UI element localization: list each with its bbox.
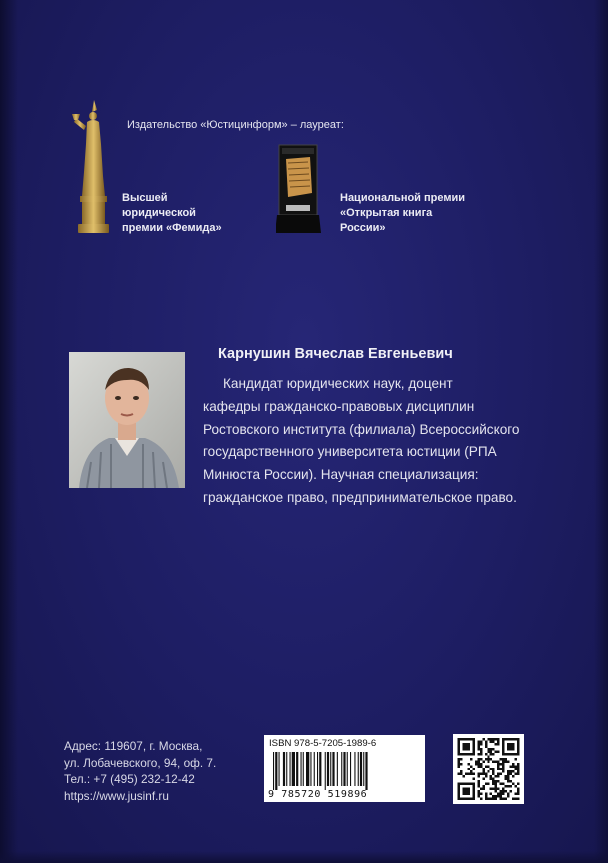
author-bio-line: Минюста России). Научная специализация:	[203, 467, 479, 483]
publisher-address-line: ул. Лобачевского, 94, оф. 7.	[64, 755, 217, 770]
author-bio-line: государственного университета юстиции (РПА	[203, 444, 497, 460]
publisher-contacts	[64, 738, 216, 804]
publisher-address-line: Адрес: 119607, г. Москва,	[64, 739, 203, 753]
publisher-website-link[interactable]: https://www.jusinf.ru	[64, 788, 169, 803]
femida-statue-icon	[70, 96, 114, 236]
femida-caption-line: юридической	[122, 207, 196, 219]
author-bio-line: гражданское право, предпринимательское право.	[203, 489, 517, 505]
femida-award-caption	[122, 191, 242, 236]
qr-code	[453, 734, 524, 804]
open-book-caption-line: «Открытая книга	[340, 207, 433, 219]
cover-spine-shadow	[0, 0, 18, 863]
open-book-caption-line: России»	[340, 222, 386, 234]
barcode-digits: 9 785720 519896	[268, 789, 368, 800]
laureate-text: Издательство «Юстицинформ» – лауреат:	[127, 119, 344, 131]
author-bio-line: Кандидат юридических наук, доцент	[223, 376, 453, 391]
cover-bottom-shadow	[0, 851, 608, 863]
open-book-award-caption	[340, 191, 480, 236]
author-bio	[203, 373, 525, 510]
author-name: Карнушин Вячеслав Евгеньевич	[218, 346, 453, 362]
open-book-caption-line: Национальной премии	[340, 192, 465, 204]
isbn-label: ISBN 978-5-7205-1989-6	[269, 738, 377, 749]
femida-caption-line: премии «Фемида»	[122, 222, 222, 234]
qr-code-icon	[457, 738, 520, 800]
author-bio-line: кафедры гражданско-правовых дисциплин	[203, 398, 475, 414]
cover-edge-shadow	[594, 0, 608, 863]
femida-caption-line: Высшей	[122, 192, 168, 204]
open-book-award-icon	[276, 143, 322, 235]
barcode-icon	[269, 752, 420, 790]
author-bio-line: Ростовского института (филиала) Всероссийского	[203, 421, 520, 437]
author-portrait-icon	[69, 352, 185, 488]
author-photo	[69, 352, 185, 488]
isbn-barcode-block	[264, 735, 425, 802]
publisher-phone: Тел.: +7 (495) 232-12-42	[64, 772, 195, 786]
